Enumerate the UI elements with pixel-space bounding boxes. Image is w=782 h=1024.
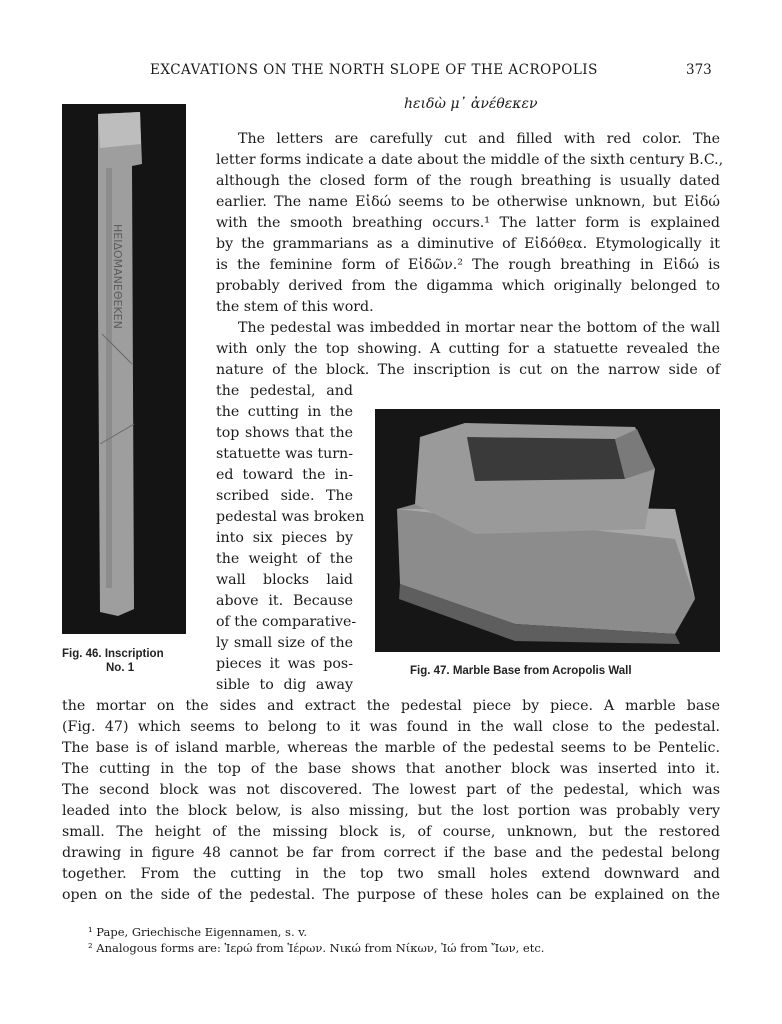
- text-line: is the feminine form of Εἰδῶν.² The rough breathing in Εἰδώ is: [216, 257, 720, 273]
- text-line: The pedestal was imbedded in mortar near the bottom of the wall: [238, 320, 720, 336]
- running-header: EXCAVATIONS ON THE NORTH SLOPE OF THE ACROPOLIS: [150, 62, 598, 78]
- text-line: the weight of the: [216, 551, 353, 567]
- text-line: probably derived from the digamma which originally belonged to: [216, 278, 720, 294]
- text-line: (Fig. 47) which seems to belong to it was found in the wall close to the pedestal.: [62, 719, 720, 735]
- text-line: by the grammarians as a diminutive of Εἰδόθεα. Etymologically it: [216, 236, 720, 252]
- text-line: into six pieces by: [216, 530, 353, 546]
- figure-46-caption-line1: Fig. 46. Inscription: [62, 648, 164, 660]
- text-line: pieces it was pos-: [216, 656, 353, 672]
- footnote-2: ² Analogous forms are: Ἱερώ from Ἱέρων. Νικώ from Νίκων, Ἰώ from Ἴων, etc.: [88, 941, 545, 955]
- text-line: with only the top showing. A cutting for a statuette revealed the: [216, 341, 720, 357]
- figure-47-caption: Fig. 47. Marble Base from Acropolis Wall: [410, 665, 632, 677]
- text-line: open on the side of the pedestal. The purpose of these holes can be explained on the: [62, 887, 720, 903]
- text-line: although the closed form of the rough breathing is usually dated: [216, 173, 720, 189]
- text-line: pedestal was broken: [216, 509, 365, 525]
- text-line: statuette was turn-: [216, 446, 353, 462]
- text-line: earlier. The name Εἰδώ seems to be otherwise unknown, but Εἰδώ: [216, 194, 720, 210]
- text-line: nature of the block. The inscription is cut on the narrow side of: [216, 362, 720, 378]
- text-line: top shows that the: [216, 425, 353, 441]
- text-line: of the comparative-: [216, 614, 357, 630]
- text-line: The base is of island marble, whereas the marble of the pedestal seems to be Pentelic.: [62, 740, 720, 756]
- text-line: The letters are carefully cut and filled with red color. The: [238, 131, 720, 147]
- text-line: The cutting in the top of the base shows that another block was inserted into it.: [62, 761, 720, 777]
- text-line: ed toward the in-: [216, 467, 353, 483]
- text-line: together. From the cutting in the top two small holes extend downward and: [62, 866, 720, 882]
- figure-46-caption-line2: No. 1: [106, 662, 135, 674]
- text-line: small. The height of the missing block is, of course, unknown, but the restored: [62, 824, 720, 840]
- text-line: the cutting in the: [216, 404, 353, 420]
- figure-47-photo: [375, 409, 720, 652]
- paragraph-2-narrow-column: [216, 381, 365, 696]
- figure-46-photo: [62, 104, 186, 634]
- text-line: drawing in figure 48 cannot be far from correct if the base and the pedestal belong: [62, 845, 720, 861]
- text-line: with the smooth breathing occurs.¹ The latter form is explained: [216, 215, 720, 231]
- text-line: scribed side. The: [216, 488, 353, 504]
- paragraph-2-start: [216, 318, 720, 381]
- paragraph-2-full-column: [62, 696, 720, 906]
- footnote-1: ¹ Pape, Griechische Eigennamen, s. v.: [88, 925, 308, 939]
- text-line: letter forms indicate a date about the middle of the sixth century B.C.,: [216, 152, 724, 168]
- text-line: the stem of this word.: [216, 299, 374, 315]
- text-line: leaded into the block below, is also missing, but the lost portion was probably very: [62, 803, 720, 819]
- text-line: above it. Because: [216, 593, 353, 609]
- text-line: the mortar on the sides and extract the pedestal piece by piece. A marble base: [62, 698, 720, 714]
- text-line: wall blocks laid: [216, 572, 353, 588]
- marble-base-image: [375, 409, 720, 652]
- svg-text:HEIΔOMANEΘEKEN: HEIΔOMANEΘEKEN: [111, 224, 124, 329]
- paragraph-1: [216, 129, 724, 318]
- page-number: 373: [686, 62, 712, 78]
- text-line: ly small size of the: [216, 635, 353, 651]
- pedestal-image: [62, 104, 186, 634]
- text-line: sible to dig away: [216, 677, 353, 693]
- text-line: The second block was not discovered. The lowest part of the pedestal, which was: [62, 782, 720, 798]
- inscription-text: hειδὼ μ᾽ ἀνέθεκεν: [404, 96, 538, 112]
- text-line: the pedestal, and: [216, 383, 353, 399]
